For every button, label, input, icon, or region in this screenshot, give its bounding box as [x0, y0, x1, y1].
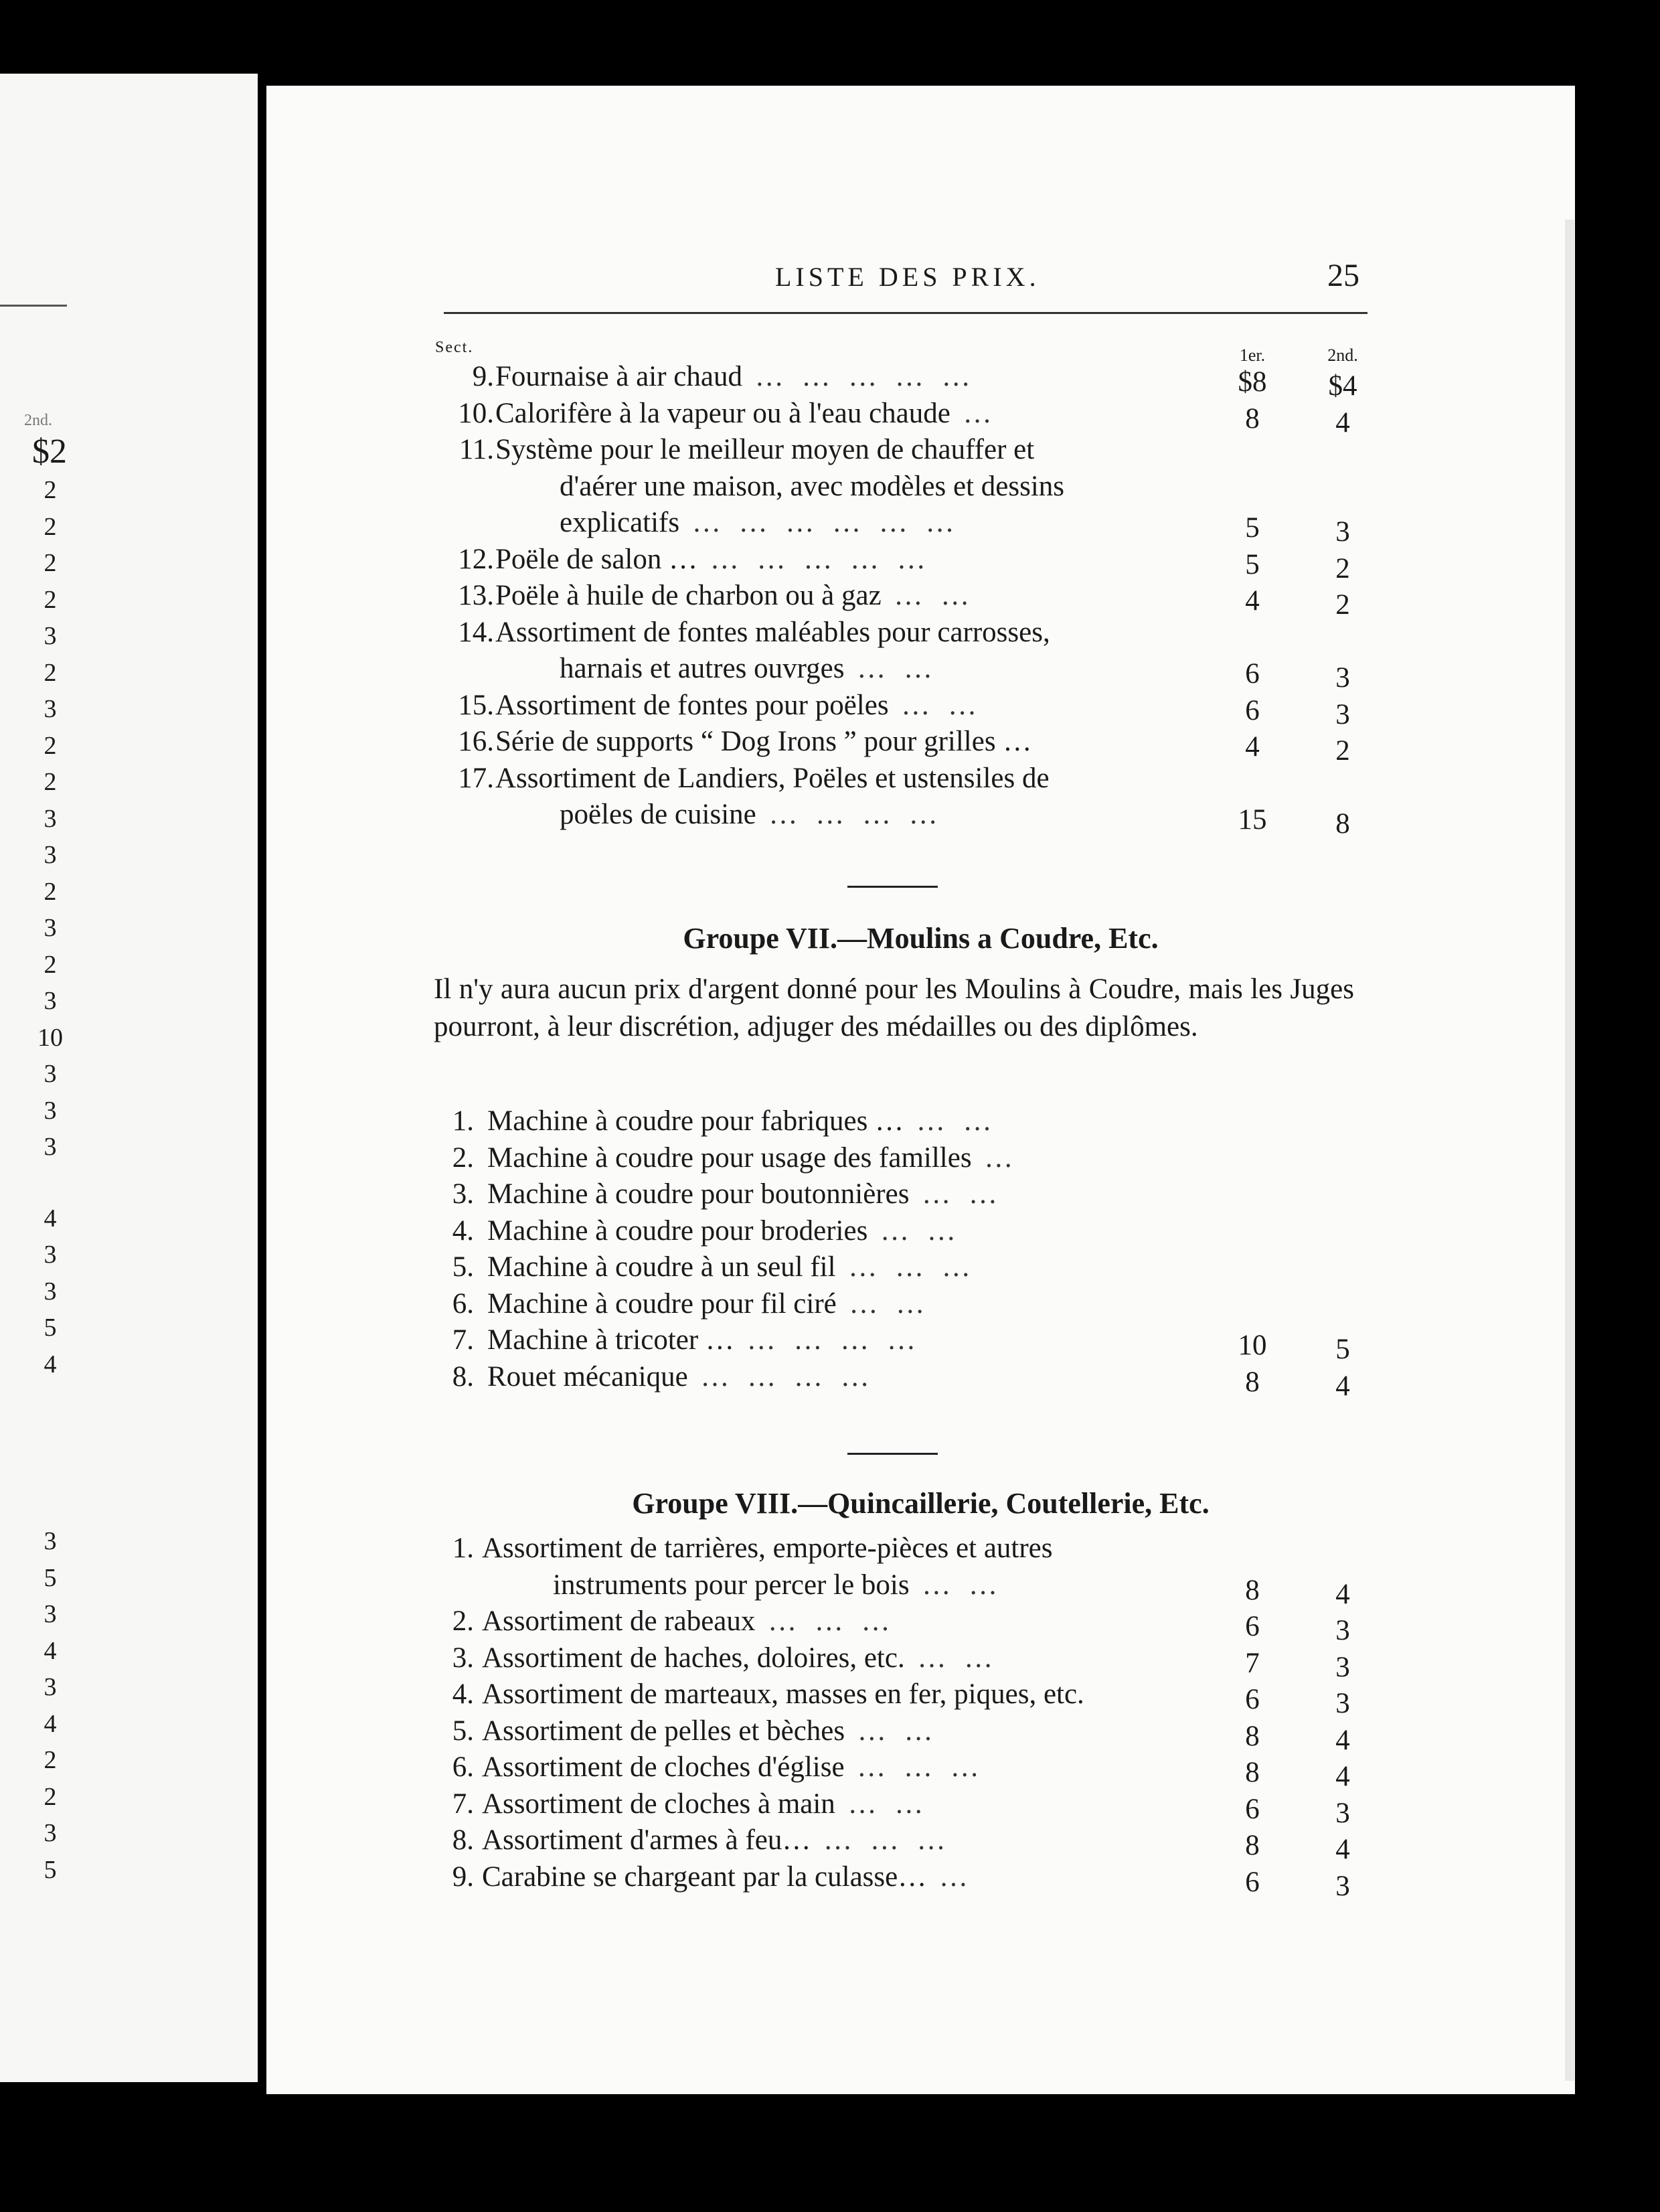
row-description: Assortiment de cloches d'église	[482, 1751, 845, 1783]
leader-dots: … …	[909, 1178, 1003, 1210]
row-number: 2.	[452, 1605, 474, 1637]
row-number: 6.	[452, 1751, 474, 1783]
left-page-value: 2	[44, 476, 57, 504]
row-description: Fournaise à air chaud	[495, 361, 742, 392]
left-page-value: 4	[44, 1636, 57, 1665]
leader-dots: … … …	[755, 1605, 896, 1637]
left-page-value: 3	[44, 1600, 57, 1628]
left-page-value: 3	[44, 1819, 57, 1847]
row-description: Assortiment de rabeaux	[482, 1605, 756, 1637]
left-page-value: 2	[44, 1782, 57, 1811]
leader-dots: … …	[888, 689, 983, 721]
second-prize-value: 2	[1335, 735, 1350, 767]
leader-dots: … … …	[835, 1251, 976, 1283]
second-prize-value: 5	[1335, 1334, 1350, 1365]
leader-dots: … … … … …	[742, 361, 976, 392]
prize-row	[266, 1861, 1575, 1902]
prize-row	[266, 1678, 1575, 1719]
left-page-value: 2	[44, 658, 57, 687]
leader-dots: … … … … …	[697, 543, 931, 575]
row-description: Machine à coudre pour fabriques …	[487, 1105, 904, 1137]
row-number: 1.	[452, 1532, 474, 1564]
first-prize-value: 6	[1245, 1793, 1260, 1825]
second-prize-value: 8	[1335, 808, 1350, 840]
second-prize-value: $4	[1328, 370, 1357, 402]
leader-dots: … …	[881, 580, 975, 611]
prize-row	[266, 397, 1575, 439]
prize-row	[266, 1251, 1575, 1288]
separator-rule	[847, 886, 938, 888]
header-rule	[444, 312, 1367, 314]
row-description: Machine à coudre pour usage des familles	[487, 1141, 972, 1174]
left-page-value: 3	[44, 914, 57, 942]
prize-row	[266, 725, 1575, 767]
prize-row	[266, 1788, 1575, 1829]
prize-row	[266, 1751, 1575, 1792]
prize-row	[266, 1287, 1575, 1325]
first-prize-value: 6	[1245, 1684, 1260, 1715]
leader-dots: … … …	[811, 1824, 951, 1856]
first-prize-value: 15	[1238, 804, 1267, 836]
right-page	[266, 86, 1575, 2094]
row-number: 1.	[452, 1105, 474, 1137]
first-prize-value: 4	[1245, 585, 1260, 617]
prize-row	[266, 1141, 1575, 1179]
second-prize-value: 3	[1335, 1615, 1350, 1646]
first-prize-value: 6	[1245, 1611, 1260, 1642]
prize-row	[266, 1360, 1575, 1402]
second-prize-value: 4	[1335, 1834, 1350, 1865]
row-description: Assortiment de marteaux, masses en fer, piques, etc.	[482, 1678, 1084, 1710]
left-page-value: 3	[44, 841, 57, 869]
row-number: 12.	[458, 543, 494, 575]
row-description: Machine à tricoter …	[487, 1324, 734, 1356]
separator-rule-2	[847, 1453, 938, 1455]
left-page-value: 3	[44, 1060, 57, 1088]
leader-dots: … … … … … …	[679, 507, 960, 538]
first-prize-value: 7	[1245, 1647, 1260, 1679]
first-prize-value: 5	[1245, 548, 1260, 580]
left-page-value: 10	[37, 1023, 63, 1052]
left-page-value: 3	[44, 1096, 57, 1125]
left-page-value: 2	[44, 512, 57, 541]
prize-row	[266, 616, 1575, 653]
left-page-rule	[0, 305, 67, 307]
row-number: 7.	[452, 1324, 474, 1356]
leader-dots: … …	[867, 1214, 961, 1247]
row-number: 6.	[452, 1287, 474, 1320]
left-page-value: 3	[44, 1133, 57, 1161]
prize-row	[266, 579, 1575, 621]
row-description: d'aérer une maison, avec modèles et dessins	[560, 470, 1065, 502]
leader-dots: …	[971, 1141, 1019, 1174]
first-prize-value: $8	[1238, 366, 1267, 398]
first-prize-header: 1er.	[1239, 345, 1266, 365]
row-number: 17.	[458, 762, 494, 794]
left-page-value: 3	[44, 1673, 57, 1701]
left-page-value: 3	[44, 622, 57, 650]
first-prize-value: 8	[1245, 1366, 1260, 1398]
row-number: 4.	[452, 1678, 474, 1710]
row-description: instruments pour percer le bois	[553, 1569, 910, 1601]
left-page-first-value: $2	[32, 432, 67, 471]
row-description: Poële de salon …	[495, 543, 698, 575]
running-title: LISTE DES PRIX.	[775, 262, 1040, 292]
leader-dots: … …	[904, 1642, 999, 1674]
prize-row	[266, 360, 1575, 402]
left-page-value: 3	[44, 1527, 57, 1555]
prize-row	[266, 1178, 1575, 1215]
row-number: 7.	[452, 1788, 474, 1820]
prize-row	[266, 506, 1575, 548]
row-number: 15.	[458, 689, 494, 721]
row-description: Assortiment de cloches à main	[482, 1788, 835, 1820]
row-number: 8.	[452, 1360, 474, 1393]
leader-dots: …	[950, 397, 997, 429]
left-page-value: 2	[44, 768, 57, 796]
first-prize-value: 8	[1245, 1574, 1260, 1606]
second-prize-value: 3	[1335, 1688, 1350, 1719]
second-prize-value: 4	[1335, 1724, 1350, 1756]
row-description: Série de supports “ Dog Irons ” pour grilles …	[495, 726, 1032, 757]
prize-row	[266, 1532, 1575, 1569]
prize-row	[266, 1715, 1575, 1756]
first-prize-value: 6	[1245, 658, 1260, 690]
left-page-value: 3	[44, 804, 57, 833]
leader-dots: … … …	[844, 1751, 985, 1783]
row-number: 11.	[459, 434, 494, 465]
group-viii-title: Groupe VIII.—Quincaillerie, Coutellerie, Etc.	[632, 1487, 1210, 1520]
prize-row	[266, 1105, 1575, 1142]
left-page-value: 2	[44, 877, 57, 906]
left-page-value: 2	[44, 1746, 57, 1774]
second-prize-value: 4	[1335, 1370, 1350, 1402]
row-description: harnais et autres ouvrges	[560, 653, 845, 684]
row-number: 10.	[458, 397, 494, 429]
row-description: Poële à huile de charbon ou à gaz	[495, 580, 882, 611]
row-description: Assortiment de haches, doloires, etc.	[482, 1642, 905, 1674]
row-description: Machine à coudre pour boutonnières	[487, 1178, 910, 1210]
first-prize-value: 8	[1245, 1830, 1260, 1861]
second-prize-value: 3	[1335, 1870, 1350, 1902]
group-vii-title: Groupe VII.—Moulins a Coudre, Etc.	[683, 922, 1159, 955]
row-number: 3.	[452, 1178, 474, 1210]
prize-row	[266, 798, 1575, 840]
second-prize-value: 3	[1335, 516, 1350, 548]
leader-dots: … …	[904, 1105, 997, 1137]
row-number: 9.	[452, 1861, 474, 1893]
row-description: Carabine se chargeant par la culasse…	[482, 1861, 927, 1893]
leader-dots: … … … …	[687, 1360, 875, 1393]
row-description: Système pour le meilleur moyen de chauffer et	[495, 434, 1035, 465]
left-page-value: 5	[44, 1314, 57, 1342]
left-page-value: 2	[44, 950, 57, 979]
prize-row	[266, 1605, 1575, 1646]
first-prize-value: 10	[1238, 1330, 1267, 1361]
left-page-value: 5	[44, 1563, 57, 1592]
left-page	[0, 74, 258, 2082]
row-description: explicatifs	[560, 507, 680, 538]
row-description: Assortiment de fontes maléables pour carrosses,	[495, 616, 1050, 648]
row-description: Rouet mécanique	[487, 1360, 688, 1393]
row-number: 9.	[472, 361, 494, 392]
left-page-value: 4	[44, 1350, 57, 1378]
prize-row	[266, 1324, 1575, 1365]
row-number: 14.	[458, 616, 494, 648]
left-page-value: 3	[44, 1277, 57, 1306]
first-prize-value: 8	[1245, 1757, 1260, 1788]
row-number: 16.	[458, 726, 494, 757]
left-page-value: 5	[44, 1855, 57, 1884]
left-page-value: 2	[44, 731, 57, 760]
leader-dots: … … … …	[756, 799, 943, 830]
row-description: Assortiment d'armes à feu…	[482, 1824, 811, 1856]
prize-row	[266, 1214, 1575, 1252]
leader-dots: … …	[845, 1715, 938, 1747]
prize-row	[266, 689, 1575, 730]
second-prize-value: 3	[1335, 1651, 1350, 1683]
prize-row	[266, 543, 1575, 584]
section-column-label: Sect.	[435, 339, 474, 356]
row-description: Machine à coudre pour fil ciré	[487, 1287, 837, 1320]
prize-row	[266, 1824, 1575, 1865]
prize-row	[266, 433, 1575, 471]
row-number: 8.	[452, 1824, 474, 1856]
prize-row	[266, 1642, 1575, 1683]
first-prize-value: 8	[1245, 402, 1260, 434]
second-prize-value: 4	[1335, 406, 1350, 439]
row-description: Assortiment de Landiers, Poëles et ustensiles de	[495, 762, 1050, 794]
left-page-value: 3	[44, 1241, 57, 1269]
second-prize-header: 2nd.	[1327, 345, 1358, 365]
leader-dots: … … … …	[734, 1324, 921, 1356]
leader-dots: … …	[836, 1287, 930, 1320]
second-prize-value: 4	[1335, 1761, 1350, 1792]
left-page-value: 2	[44, 585, 57, 614]
second-prize-value: 3	[1335, 662, 1350, 694]
row-description: poëles de cuisine	[560, 799, 756, 830]
first-prize-value: 6	[1245, 1866, 1260, 1898]
row-number: 3.	[452, 1642, 474, 1674]
second-prize-value: 3	[1335, 698, 1350, 730]
prize-row	[266, 1569, 1575, 1610]
left-page-value: 2	[44, 549, 57, 577]
row-number: 2.	[452, 1141, 474, 1174]
group-vii-paragraph: Il n'y aura aucun prix d'argent donné pour les Moulins à Coudre, mais les Juges pourront, à leur discrétion, adjuger des médailles ou des diplômes.	[434, 973, 1354, 1042]
row-description: Assortiment de fontes pour poëles	[495, 689, 889, 721]
page-number: 25	[1327, 258, 1359, 293]
leader-dots: … …	[835, 1788, 929, 1820]
first-prize-value: 6	[1245, 694, 1260, 726]
row-number: 5.	[452, 1251, 474, 1283]
first-prize-value: 8	[1245, 1720, 1260, 1752]
prize-row	[266, 652, 1575, 694]
row-description: Calorifère à la vapeur ou à l'eau chaude	[495, 397, 950, 429]
leader-dots: … …	[844, 653, 938, 684]
second-prize-value: 3	[1335, 1797, 1350, 1829]
left-page-column-header: 2nd.	[24, 412, 52, 429]
leader-dots: … …	[909, 1569, 1003, 1601]
row-description: Assortiment de pelles et bèches	[482, 1715, 845, 1747]
prize-row	[266, 470, 1575, 507]
second-prize-value: 2	[1335, 552, 1350, 584]
row-description: Assortiment de tarrières, emporte-pièces et autres	[482, 1532, 1053, 1564]
first-prize-value: 5	[1245, 512, 1260, 544]
first-prize-value: 4	[1245, 731, 1260, 763]
prize-row	[266, 762, 1575, 799]
row-description: Machine à coudre à un seul fil	[487, 1251, 836, 1283]
second-prize-value: 4	[1335, 1578, 1350, 1610]
row-number: 13.	[458, 580, 494, 611]
left-page-value: 3	[44, 695, 57, 723]
row-description: Machine à coudre pour broderies	[487, 1214, 868, 1247]
leader-dots: …	[926, 1861, 973, 1893]
row-number: 4.	[452, 1214, 474, 1247]
second-prize-value: 2	[1335, 589, 1350, 621]
row-number: 5.	[452, 1715, 474, 1747]
left-page-value: 3	[44, 987, 57, 1015]
left-page-value: 4	[44, 1709, 57, 1738]
left-page-value: 4	[44, 1204, 57, 1233]
